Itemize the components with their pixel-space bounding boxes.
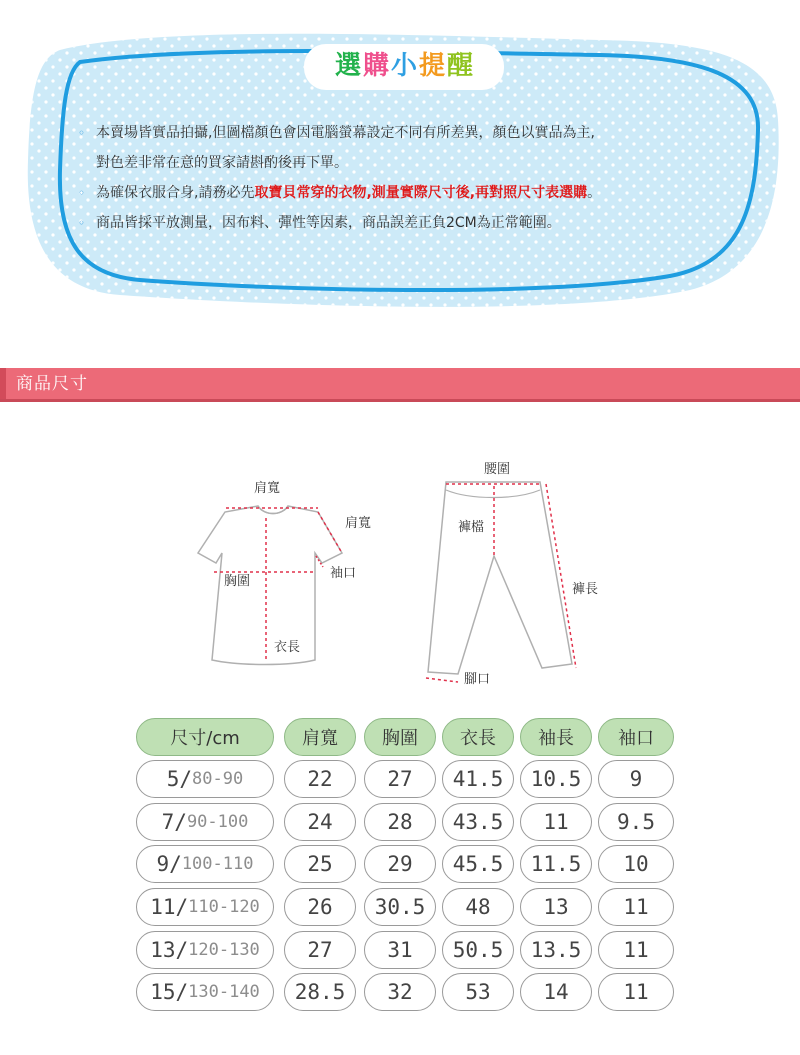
value-cell: 48 [442, 888, 514, 926]
value-cell: 25 [284, 845, 356, 883]
size-label: 15/ [150, 980, 189, 1004]
size-label: 9/ [156, 852, 182, 876]
notice-line-3 [78, 208, 778, 238]
value-cell: 31 [364, 931, 436, 969]
notice-line-2 [78, 178, 778, 208]
value-cell: 13.5 [520, 931, 592, 969]
value-cell: 43.5 [442, 803, 514, 841]
measurement-diagram [0, 450, 800, 700]
bullet-icon: ◦ [78, 186, 86, 200]
size-cell [136, 803, 274, 841]
section-accent [0, 368, 6, 399]
value-cell: 24 [284, 803, 356, 841]
value-cell: 11.5 [520, 845, 592, 883]
value-cell: 11 [598, 973, 674, 1011]
value-cell: 30.5 [364, 888, 436, 926]
table-header-cell: 肩寬 [284, 718, 356, 756]
value-cell: 26 [284, 888, 356, 926]
size-cell [136, 931, 274, 969]
notice-line-1 [78, 118, 778, 148]
value-cell: 10.5 [520, 760, 592, 798]
title-char: 小 [390, 51, 417, 81]
label-pants-waist: 腰圍 [484, 462, 511, 477]
title-char: 購 [362, 51, 389, 81]
title-char: 提 [419, 51, 446, 81]
section-title: 商品尺寸 [16, 374, 88, 394]
value-cell: 32 [364, 973, 436, 1011]
notice-text-2-emphasis: 取寶貝常穿的衣物,測量實際尺寸後,再對照尺寸表選購 [254, 185, 588, 201]
value-cell: 28 [364, 803, 436, 841]
label-pants-length: 褲長 [572, 582, 599, 597]
size-cell [136, 888, 274, 926]
shirt-outline [198, 506, 342, 665]
label-shirt-cuff: 袖口 [330, 566, 357, 581]
height-range: 90-100 [186, 812, 249, 832]
value-cell: 27 [364, 760, 436, 798]
label-pants-crotch: 褲檔 [458, 520, 485, 535]
size-label: 13/ [150, 938, 189, 962]
value-cell: 29 [364, 845, 436, 883]
height-range: 100-110 [181, 854, 254, 874]
notice-text-1b: 對色差非常在意的買家請斟酌後再下單。 [96, 155, 348, 171]
label-shirt-length: 衣長 [274, 640, 301, 655]
notice-text-1: 本賣場皆實品拍攝,但圖檔顏色會因電腦螢幕設定不同有所差異，顏色以實品為主, [96, 125, 595, 141]
value-cell: 11 [598, 888, 674, 926]
height-range: 130-140 [188, 982, 260, 1002]
table-header-cell: 袖長 [520, 718, 592, 756]
value-cell: 27 [284, 931, 356, 969]
table-header-cell: 尺寸/cm [136, 718, 274, 756]
notice-text-3: 商品皆採平放測量，因布料、彈性等因素，商品誤差正負2CM為正常範圍。 [96, 215, 561, 231]
pants-outline [428, 482, 572, 674]
title-char: 選 [334, 51, 361, 81]
height-range: 80-90 [192, 769, 244, 789]
value-cell: 14 [520, 973, 592, 1011]
notice-text-2-post: 。 [587, 185, 602, 201]
title-char: 醒 [447, 51, 474, 81]
value-cell: 9 [598, 760, 674, 798]
bullet-icon: ◦ [78, 126, 86, 140]
value-cell: 10 [598, 845, 674, 883]
value-cell: 13 [520, 888, 592, 926]
label-pants-hem: 腳口 [464, 672, 491, 687]
size-label: 7/ [161, 810, 187, 834]
notice-notes [78, 118, 778, 238]
height-range: 120-130 [188, 940, 260, 960]
value-cell: 50.5 [442, 931, 514, 969]
size-label: 11/ [150, 895, 189, 919]
size-cell [136, 845, 274, 883]
table-header-cell: 胸圍 [364, 718, 436, 756]
label-shirt-shoulder: 肩寬 [254, 481, 281, 496]
value-cell: 11 [520, 803, 592, 841]
value-cell: 53 [442, 973, 514, 1011]
value-cell: 28.5 [284, 973, 356, 1011]
value-cell: 41.5 [442, 760, 514, 798]
table-header-cell: 袖口 [598, 718, 674, 756]
size-cell [136, 760, 274, 798]
size-cell [136, 973, 274, 1011]
value-cell: 45.5 [442, 845, 514, 883]
notice-title [304, 42, 504, 90]
height-range: 110-120 [188, 897, 260, 917]
bullet-icon: ◦ [78, 216, 86, 230]
value-cell: 22 [284, 760, 356, 798]
label-shirt-shoulder-side: 肩寬 [345, 516, 372, 531]
label-shirt-chest: 胸圍 [224, 574, 251, 589]
table-header-cell: 衣長 [442, 718, 514, 756]
section-header [0, 368, 800, 402]
size-label: 5/ [166, 767, 193, 791]
value-cell: 11 [598, 931, 674, 969]
notice-line-1b [78, 148, 778, 178]
notice-text-2-pre: 為確保衣服合身,請務必先 [96, 185, 255, 201]
value-cell: 9.5 [598, 803, 674, 841]
